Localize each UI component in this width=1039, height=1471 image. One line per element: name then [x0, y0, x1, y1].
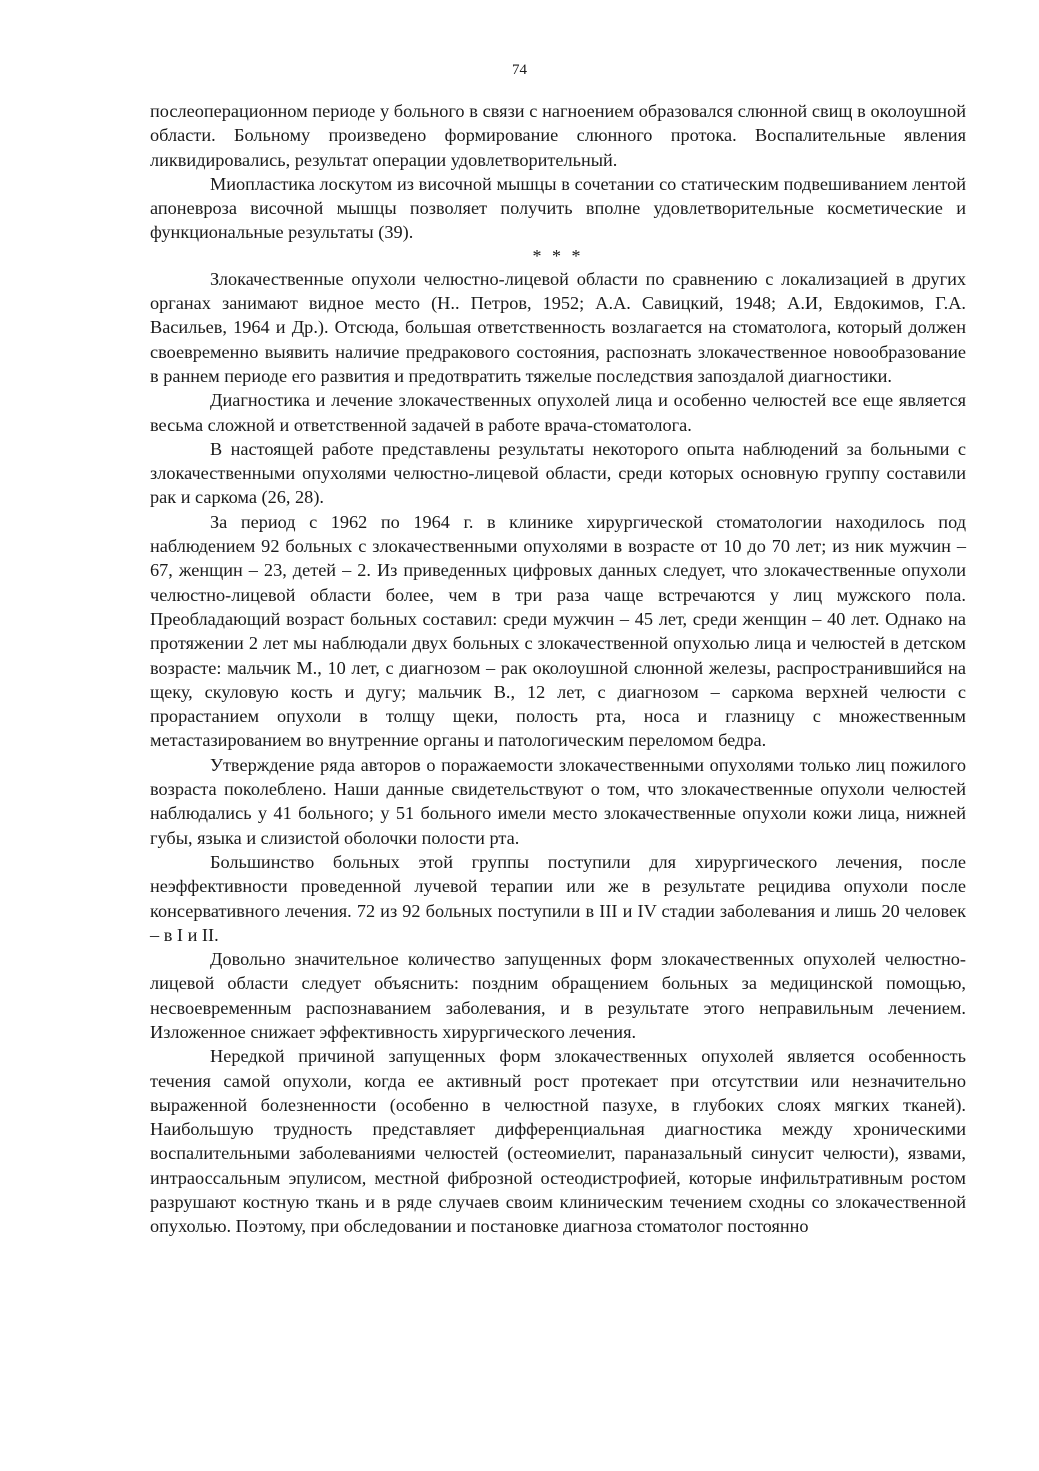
paragraph: Довольно значительное количество запущенных форм злокачественных опухолей челюстно-лицевой области следует объяснить: поздним обращением больных за медицинской помощью, несвоевременным распознаванием заболевания, и в результате этого неправильным лечением. Изложенное снижает эффективность хирургического лечения.: [150, 949, 966, 1042]
section-separator: * * *: [532, 245, 584, 266]
document-body: [150, 99, 966, 1239]
paragraph: За период с 1962 по 1964 г. в клинике хирургической стоматологии находилось под наблюдением 92 больных с злокачественными опухолями в возрасте от 10 до 70 лет; из ник мужчин – 67, женщин – 23, детей – 2. Из приведенных цифровых данных следует, что злокачественные опухоли челюстно-лицевой области более, чем в три раза чаще встречаются у лиц мужского пола. Преобладающий возраст больных составил: среди мужчин – 45 лет, среди женщин – 40 лет. Однако на протяжении 2 лет мы наблюдали двух больных с злокачественной опухолью лица и челюстей в детском возрасте: мальчик М., 10 лет, с диагнозом – рак околоушной слюнной железы, распространившийся на щеку, скуловую кость и дугу; мальчик В., 12 лет, с диагнозом – саркома верхней челюсти с прорастанием опухоли в толщу щеки, полость рта, носа и глазницу с множественным метастазированием во внутренние органы и патологическим переломом бедра.: [150, 511, 966, 751]
paragraph: Миопластика лоскутом из височной мышцы в сочетании со статическим подвешиванием лентой апоневроза височной мышцы позволяет получить вполне удовлетворительные косметические и функциональные результаты (39).: [150, 173, 966, 243]
paragraph: Большинство больных этой группы поступили для хирургического лечения, после неэффективности проведенной лучевой терапии или же в результате рецидива опухоли после консервативного лечения. 72 из 92 больных поступили в III и IV стадии заболевания и лишь 20 человек – в I и II.: [150, 851, 966, 945]
paragraph: Нередкой причиной запущенных форм злокачественных опухолей является особенность течения самой опухоли, когда ее активный рост протекает при отсутствии или незначительно выраженной болезненности (особенно в челюстной пазухе, в глубоких слоях мягких тканей). Наибольшую трудность представляет дифференциальная диагностика между хроническими воспалительными заболеваниями челюстей (остеомиелит, параназальный синусит челюсти), язвами, интраоссальным эпулисом, местной фиброзной остеодистрофией, которые инфильтративным ростом разрушают костную ткань и в ряде случаев своим клиническим течением сходны со злокачественной опухолью. Поэтому, при обследовании и постановке диагноза стоматолог постоянно: [150, 1046, 966, 1237]
paragraph: В настоящей работе представлены результаты некоторого опыта наблюдений за больными с злокачественными опухолями челюстно-лицевой области, среди которых основную группу составили рак и саркома (26, 28).: [150, 438, 966, 508]
paragraph: послеоперационном периоде у больного в связи с нагноением образовался слюнной свищ в околоушной области. Больному произведено формирование слюнного протока. Воспалительные явления ликвидировались, результат операции удовлетворительный.: [150, 101, 966, 170]
paragraph: Злокачественные опухоли челюстно-лицевой области по сравнению с локализацией в других органах занимают видное место (Н.. Петров, 1952; А.А. Савицкий, 1948; А.И, Евдокимов, Г.А. Васильев, 1964 и Др.). Отсюда, большая ответственность возлагается на стоматолога, который должен своевременно выявить наличие предракового состояния, распознать злокачественное новообразование в раннем периоде его развития и предотвратить тяжелые последствия запоздалой диагностики.: [150, 268, 966, 386]
paragraph: Утверждение ряда авторов о поражаемости злокачественными опухолями только лиц пожилого возраста поколеблено. Наши данные свидетельствуют о том, что злокачественные опухоли челюстей наблюдались у 41 больного; у 51 больного имели место злокачественные опухоли кожи лица, нижней губы, языка и слизистой оболочки полости рта.: [150, 754, 966, 848]
page-number: 74: [512, 62, 527, 78]
paragraph: Диагностика и лечение злокачественных опухолей лица и особенно челюстей все еще является весьма сложной и ответственной задачей в работе врача-стоматолога.: [150, 390, 966, 435]
